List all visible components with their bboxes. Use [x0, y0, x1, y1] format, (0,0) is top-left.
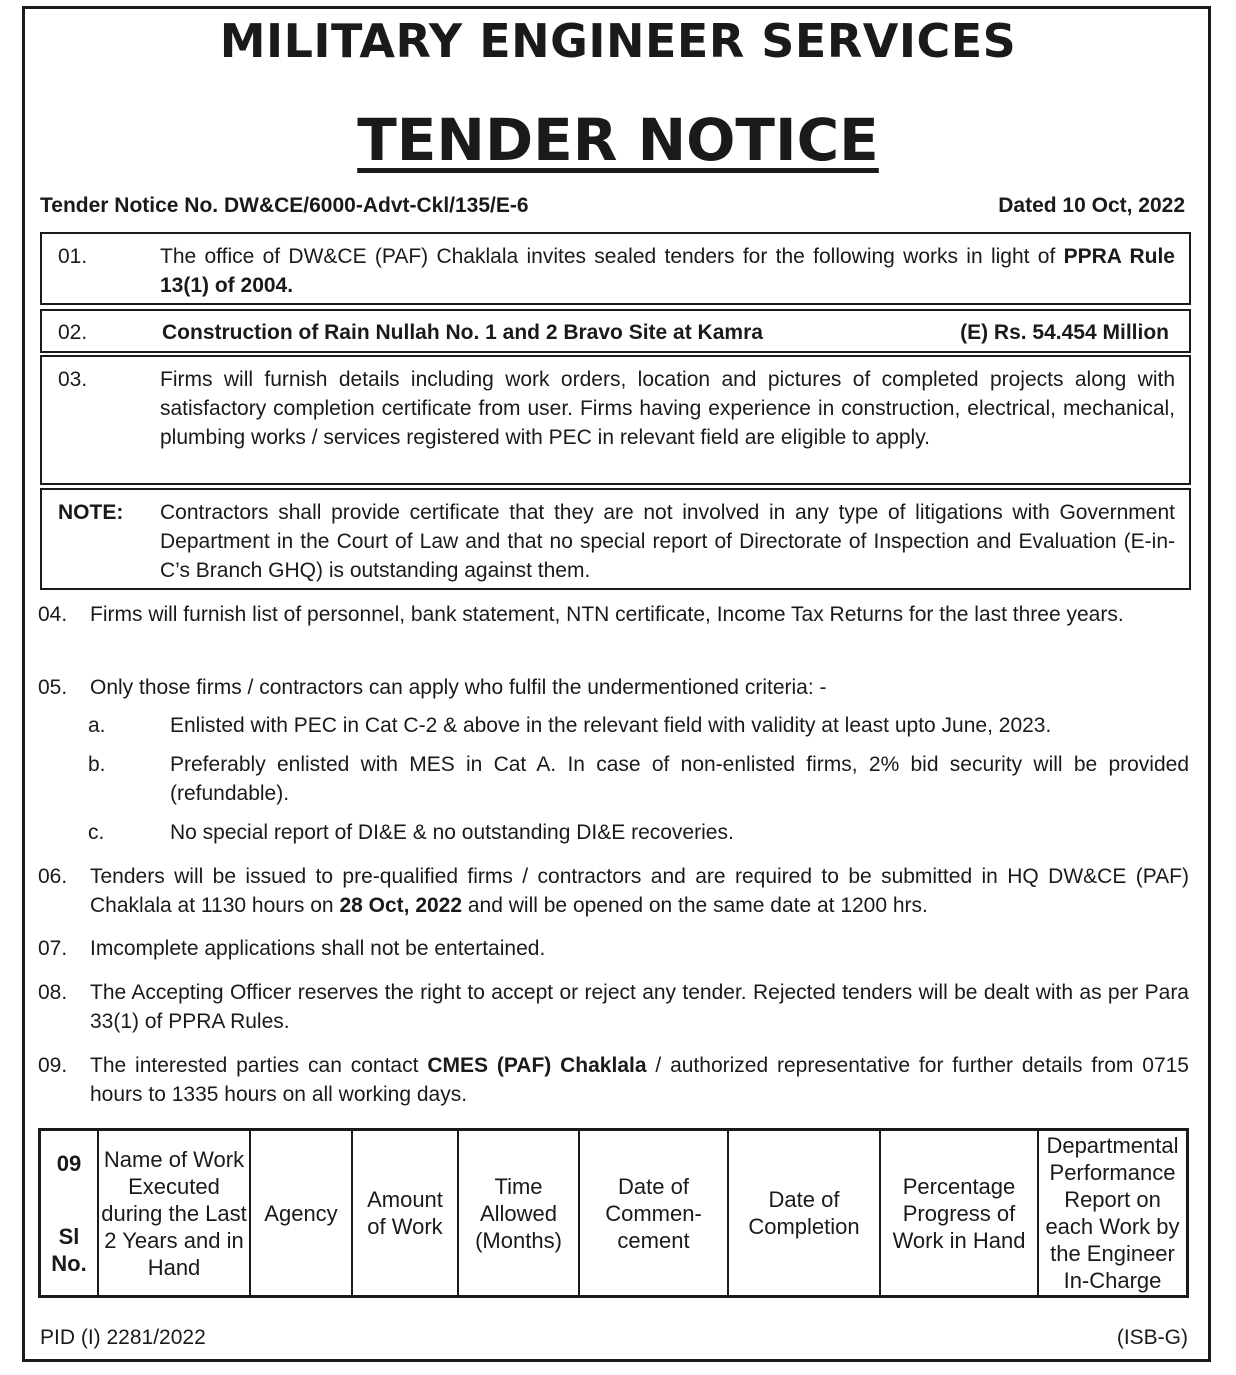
- para-03-text: Firms will furnish details including work orders, location and pictures of completed projects along with satisfactory completion certificate from user. Firms having experience in construction, electrical, mechanical, plumbing works / services registered with PEC in relevant field are eligible to apply.: [160, 368, 1175, 449]
- box-para-02: [40, 309, 1191, 353]
- para-05b-number: b.: [88, 753, 106, 776]
- table-header-agency: Agency: [250, 1130, 352, 1297]
- note-text: Contractors shall provide certificate that they are not involved in any type of litigations with Government Department in the Court of Law and that no special report of Directorate of Inspection and Evaluation (E-in-C’s Branch GHQ) is outstanding against them.: [160, 501, 1175, 582]
- para-06-text-a: Tenders will be issued to pre-qualified firms / contractors and are required to be submitted in HQ DW&CE (PAF) Chaklala at 1130 hours on: [90, 865, 1189, 917]
- notice-date: Dated 10 Oct, 2022: [998, 194, 1185, 217]
- para-05b-text: Preferably enlisted with MES in Cat A. In case of non-enlisted firms, 2% bid security will be provided (refundable).: [170, 753, 1189, 805]
- para-04-text: Firms will furnish list of personnel, bank statement, NTN certificate, Income Tax Returns for the last three years.: [90, 603, 1124, 626]
- table-header-commencement: Date of Commen-cement: [579, 1130, 728, 1297]
- para-01-rule: PPRA Rule 13(1) of 2004.: [160, 245, 1175, 297]
- table-header-name-of-work: Name of Work Executed during the Last 2 Years and in Hand: [98, 1130, 250, 1297]
- para-07-text: Imcomplete applications shall not be entertained.: [90, 937, 546, 960]
- para-05c-text: No special report of DI&E & no outstanding DI&E recoveries.: [170, 821, 734, 844]
- para-04-number: 04.: [38, 603, 68, 626]
- table-header-performance-report: Departmental Performance Report on each Work by the Engineer In-Charge: [1038, 1130, 1188, 1297]
- table-header-sl-label: Sl No.: [51, 1223, 87, 1276]
- para-01-text: [160, 242, 1175, 300]
- para-05-number: 05.: [38, 676, 68, 699]
- box-para-03: [40, 355, 1191, 485]
- work-experience-table: [38, 1128, 1189, 1298]
- para-09-text: [90, 1051, 1189, 1109]
- table-header-completion: Date of Completion: [728, 1130, 880, 1297]
- para-03-number: 03.: [58, 368, 88, 391]
- para-08-number: 08.: [38, 981, 68, 1004]
- notice-heading-text: TENDER NOTICE: [357, 106, 879, 174]
- work-name: Construction of Rain Nullah No. 1 and 2 Bravo Site at Kamra: [162, 321, 763, 344]
- table-header-sl: [40, 1130, 99, 1297]
- para-06-number: 06.: [38, 865, 68, 888]
- submission-date: 28 Oct, 2022: [339, 894, 463, 917]
- box-para-01: [40, 232, 1191, 305]
- box-note: [40, 488, 1191, 590]
- table-header-amount: Amount of Work: [352, 1130, 458, 1297]
- tender-notice-number: Tender Notice No. DW&CE/6000-Advt-Ckl/135/E-6: [40, 194, 529, 217]
- para-06-text-b: and will be opened on the same date at 1200 hrs.: [462, 894, 928, 917]
- para-09-text-a: The interested parties can contact: [90, 1054, 428, 1077]
- page-title: MILITARY ENGINEER SERVICES: [219, 14, 1017, 68]
- notice-heading: [0, 106, 1236, 174]
- para-08-text: The Accepting Officer reserves the right to accept or reject any tender. Rejected tenders will be dealt with as per Para 33(1) of PPRA Rules.: [90, 981, 1189, 1033]
- para-02-number: 02.: [58, 321, 88, 344]
- table-header-row: [40, 1130, 1188, 1297]
- para-09-text-b: / authorized representative for further details from 0715 hours to 1335 hours on all working days.: [90, 1054, 1189, 1106]
- contact-office: CMES (PAF) Chaklala: [427, 1054, 647, 1077]
- para-01-text-a: The office of DW&CE (PAF) Chaklala invites sealed tenders for the following works in light of: [160, 245, 1064, 268]
- para-05a-text: Enlisted with PEC in Cat C-2 & above in the relevant field with validity at least upto June, 2023.: [170, 714, 1052, 737]
- para-09-number: 09.: [38, 1054, 68, 1077]
- para-05c-number: c.: [88, 821, 105, 844]
- para-06-text: [90, 862, 1189, 920]
- note-label: NOTE:: [58, 501, 124, 524]
- table-header-sl-para: 09: [56, 1150, 82, 1176]
- table-header-time-allowed: Time Allowed (Months): [458, 1130, 579, 1297]
- footer-code: (ISB-G): [1116, 1326, 1188, 1349]
- para-05-text: Only those firms / contractors can apply who fulfil the undermentioned criteria: -: [90, 676, 827, 699]
- table-header-progress: Percentage Progress of Work in Hand: [880, 1130, 1038, 1297]
- para-07-number: 07.: [38, 937, 68, 960]
- footer-pid: PID (I) 2281/2022: [40, 1326, 206, 1349]
- para-01-number: 01.: [58, 245, 88, 268]
- para-05a-number: a.: [88, 714, 106, 737]
- estimated-cost: (E) Rs. 54.454 Million: [960, 321, 1169, 344]
